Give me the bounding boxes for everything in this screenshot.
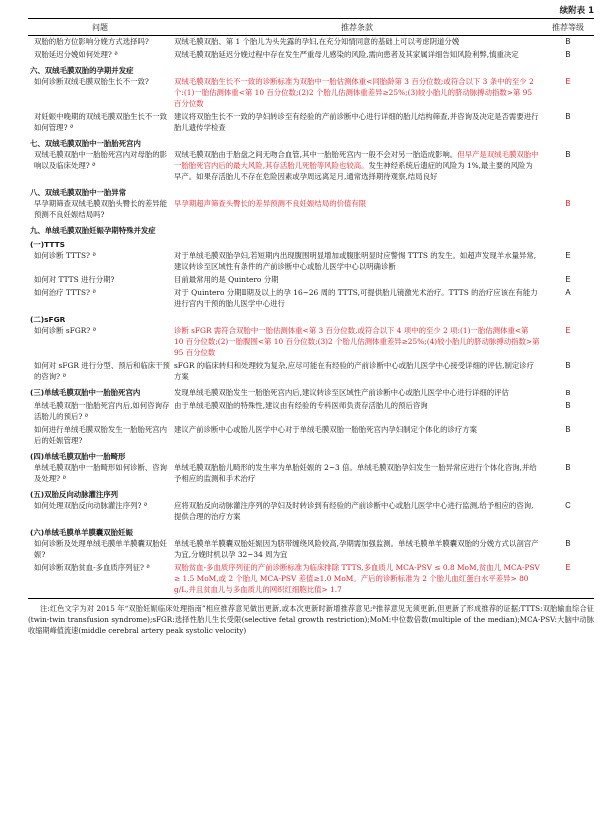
table-row [28,287,594,311]
subsection-heading: (六)单绒毛膜单羊膜囊双胎妊娠 [30,528,133,537]
section-heading: 七、双绒毛膜双胎中一胎胎死宫内 [30,139,141,148]
grade-cell: B [565,150,571,159]
question-cell: 如何治疗 TTTS? ª [34,288,96,297]
table-row [28,562,594,599]
section-heading-row [28,222,594,236]
table-row [28,325,594,360]
subsection-heading-row [28,311,594,325]
grade-cell: B [565,112,571,121]
table-row [28,500,594,524]
table-row [28,250,594,274]
question-cell: 如何进行单绒毛膜双胎发生一胎胎死宫内后的妊娠管理? [34,425,168,445]
recommendation-cell: 双胎贫血-多血质序列征的产前诊断标准为临床排除 TTTS,多血质儿 MCA-PSV ≤ 0.8 MoM,贫血儿 MCA-PSV ≥ 1.5 MoM,或 2 个胎儿 MCA-PSV 差值≥1.0 MoM。产后的诊断标准为 2 个胎儿血红蛋白水平差异> 80 g/L,并且贫血儿与多血质儿的网织红细胞比值> 1.7 [172,562,542,599]
grade-cell: E [542,562,594,599]
question-cell: 如何诊断 TTTS? ª [34,251,96,260]
header-recommendation: 推荐条款 [172,19,542,36]
question-cell: (三)单绒毛膜双胎中一胎胎死宫内 [30,388,141,397]
continued-table-label: 续附表 1 [559,6,594,16]
question-cell: 如何诊断及处理单绒毛膜单羊膜囊双胎妊娠? [34,539,168,559]
recommendation-cell: 双绒毛膜双胎、第 1 个胎儿为头先露的孕妇,在充分知情同意的基础上可以考虑阴道分娩 [174,37,460,46]
recommendation-cell [172,149,542,184]
table-row [28,384,594,400]
recommendation-cell: 诊断 sFGR 需符合双胎中一胎估测体重<第 3 百分位数,或符合以下 4 项中的至少 2 项:(1)一胎估测体重<第 10 百分位数;(2)一胎腹围<第 10 百分位数;(3)2 个胎儿估测体重差异≥25%;(4)较小胎儿的脐动脉搏动指数>第 95 百分位数 [174,326,540,357]
header-grade: 推荐等级 [542,19,594,36]
grade-cell: B [565,425,571,434]
table-row [28,462,594,486]
subsection-heading-row [28,486,594,500]
subsection-heading: (四)单绒毛膜双胎中一胎畸形 [30,452,126,461]
section-heading: 八、双绒毛膜双胎中一胎异常 [30,188,127,197]
grade-cell: B [565,388,571,397]
recommendation-cell: 建议将双胎生长不一致的孕妇转诊至有经验的产前诊断中心进行详细的胎儿结构筛查,并咨询及决定是否需要进行胎儿遗传学检查 [174,112,539,132]
section-heading: 六、双绒毛膜双胎的孕期并发症 [30,66,134,75]
recommendation-cell: 双绒毛膜双胎生长不一致的诊断标准为双胎中一胎估测体重<同胎龄第 3 百分位数;或符合以下 3 条中的至少 2 个:(1)一胎估测体重<第 10 百分位数;(2)2 个胎儿估测体重差异≥25%;(3)较小胎儿的脐动脉搏动指数>第 95 百分位数 [174,77,534,108]
recommendation-table [28,18,594,599]
table-row [28,198,594,222]
grade-cell: B [565,199,571,208]
question-cell: 双绒毛膜双胎中一胎胎死宫内对母胎的影响以及临床处理? ª [34,150,168,170]
grade-cell: E [565,251,571,260]
recommendation-cell: 应将双胎反向动脉灌注序列的孕妇及时转诊到有经验的产前诊断中心或胎儿医学中心进行监测,给予相应的咨询,提供合理的治疗方案 [174,501,534,521]
recommendation-cell: 单绒毛膜双胎胎儿畸形的发生率为单胎妊娠的 2~3 倍。单绒毛膜双胎孕妇发生一胎异常应进行个体化咨询,并给予相应的监测和手术治疗 [174,463,537,483]
question-cell: 如何诊断双绒毛膜双胎生长不一致? [34,77,149,86]
recommendation-text-updated: 但早产是双绒毛膜双胎中一胎胎死宫内后的最大风险,其存活胎儿死胎等风险也较高。 [174,150,539,170]
question-cell: 双胎延迟分娩如何处理? ª [34,50,118,59]
question-cell: 对妊娠中晚期的双绒毛膜双胎生长不一致如何管理? ª [34,112,168,132]
subsection-heading: (二)sFGR [30,315,66,324]
section-heading-row [28,62,594,76]
grade-cell: A [565,288,571,297]
subsection-heading-row [28,236,594,250]
grade-cell: B [565,361,571,370]
table-row [28,36,594,50]
question-cell: 如何处理双胎反向动脉灌注序列? ª [34,501,148,510]
document-page [28,4,594,636]
section-heading: 九、单绒毛膜双胎妊娠孕期特殊并发症 [30,226,156,235]
table-footnote: 注:红色文字为对 2015 年“双胎妊娠临床处理指南”相应推荐意见做出更新,或本次更新时新增推荐意见;ª推荐意见无须更新,但更新了形成推荐的证据;TTTS:双胎输血综合征(twin-twin transfusion syndrome);sFGR:选择性胎儿生长受限(selective fetal growth restriction);MoM:中位数倍数(multiple of the median);MCA-PSV:大脑中动脉收缩期峰值流速(middle cerebral artery peak systolic velocity) [28,604,594,635]
recommendation-cell: 由于单绒毛膜双胎的特殊性,建议由有经验的专科医师负责存活胎儿的预后咨询 [174,401,428,410]
subsection-heading: (一)TTTS [30,240,65,249]
section-heading-row [28,184,594,198]
recommendation-cell: 目前最常用的是 Quintero 分期 [174,275,279,284]
grade-cell: B [565,401,571,410]
header-question: 问题 [28,19,172,36]
table-row [28,111,594,135]
table-row [28,49,594,62]
grade-cell: B [565,50,571,59]
table-row [28,400,594,424]
table-row [28,360,594,384]
recommendation-cell: 双绒毛膜双胎延迟分娩过程中存在发生严重母儿感染的风险,需向患者及其家属详细告知风险利弊,慎重决定 [174,50,519,59]
recommendation-cell: 对于 Quintero 分期Ⅱ期及以上的孕 16~26 周的 TTTS,可提供胎儿镜激光术治疗。TTTS 的治疗应该在有能力进行宫内干预的胎儿医学中心进行 [174,288,538,308]
table-header-row [28,19,594,36]
table-body [28,36,594,599]
question-cell: 如何对 TTTS 进行分期? [34,275,115,284]
subsection-heading-row [28,524,594,538]
recommendation-cell: 对于单绒毛膜双胎孕妇,若短期内出现腹围明显增加或腹胀明显时应警惕 TTTS 的发生。如超声发现羊水量异常,建议转诊至区域性有条件的产前诊断中心或胎儿医学中心以明确诊断 [174,251,537,271]
recommendation-text: 发生神经系统后遗症的风险为 1%,最主要的风险为早产。如果存活胎儿不存在危险因素或孕周远离足月,通常选择期待观察,结局良好 [174,161,533,181]
table-row [28,424,594,448]
recommendation-text: 双绒毛膜双胎由于胎盘之间无吻合血管,其中一胎胎死宫内一般不会对另一胎造成影响。 [174,150,458,159]
question-cell: 如何诊断 sFGR? ª [34,326,97,335]
table-row [28,149,594,184]
subsection-heading: (五)双胎反向动脉灌注序列 [30,490,119,499]
grade-cell: E [565,275,571,284]
question-cell: 单绒毛膜双胎一胎胎死宫内后,如何咨询存活胎儿的预后? ª [34,401,170,421]
recommendation-cell: 发现单绒毛膜双胎发生一胎胎死宫内后,建议转诊至区域性产前诊断中心或胎儿医学中心进行详细的评估 [174,388,509,397]
table-row [28,76,594,111]
grade-cell: B [565,463,571,472]
question-cell: 单绒毛膜双胎中一胎畸形如何诊断、咨询及处理? ª [34,463,168,483]
recommendation-cell: 建议产前诊断中心或胎儿医学中心对于单绒毛膜双胎一胎胎死宫内孕妇制定个体化的诊疗方案 [174,425,478,434]
recommendation-cell: 单绒毛膜单羊膜囊双胎妊娠因为脐带缠绕风险较高,孕期需加强监测。单绒毛膜单羊膜囊双胎的分娩方式以剖宫产为宜,分娩时机以孕 32~34 周为宜 [174,539,539,559]
table-row [28,274,594,287]
subsection-heading-row [28,448,594,462]
question-cell: 双胎的胎方位影响分娩方式选择吗? [34,37,149,46]
recommendation-cell: 早孕期超声筛查头臀长的差异预测不良妊娠结局的价值有限 [174,199,367,208]
question-cell: 如何诊断双胎贫血-多血质序列征? ª [28,562,172,599]
table-row [28,538,594,562]
grade-cell: B [565,37,571,46]
recommendation-cell: sFGR 的临床转归和处理较为复杂,应尽可能在有经验的产前诊断中心或胎儿医学中心接受详细的评估,制定诊疗方案 [174,361,535,381]
grade-cell: C [565,501,571,510]
grade-cell: B [565,539,571,548]
section-heading-row [28,135,594,149]
question-cell: 如何对 sFGR 进行分型、预后和临床干预的咨询? ª [34,361,170,381]
grade-cell: E [565,326,571,335]
grade-cell: E [565,77,571,86]
question-cell: 早孕期筛查双绒毛膜双胎头臀长的差异能预测不良妊娠结局吗? [34,199,168,219]
